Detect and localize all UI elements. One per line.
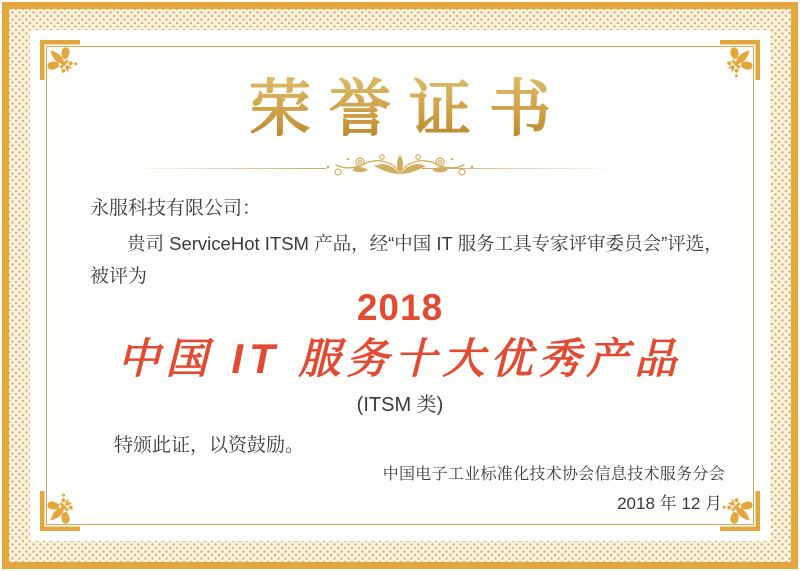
fleur-de-lis-icon — [40, 487, 84, 531]
corner-ornament-bottom-left — [40, 487, 84, 531]
award-title: 中国 IT 服务十大优秀产品 — [117, 335, 683, 382]
certificate-title: 荣誉证书 — [0, 74, 800, 145]
fleur-de-lis-icon — [716, 487, 760, 531]
award-year: 2018 — [356, 287, 444, 328]
body-text-line1: 贵司 ServiceHot ITSM 产品，经“中国 IT 服务工具专家评审委员会”评选， — [127, 233, 723, 254]
issuer-name: 中国电子工业标准化技术协会信息技术服务分会 — [382, 466, 725, 483]
body-text-line2: 被评为 — [90, 266, 148, 287]
title-divider — [0, 150, 800, 186]
recipient-name: 永服科技有限公司： — [90, 198, 262, 219]
award-category: (ITSM 类) — [356, 394, 444, 416]
issue-date: 2018 年 12 月 — [617, 494, 722, 513]
divider-line-left — [128, 168, 326, 169]
closing-remark: 特颁此证，以资鼓励。 — [114, 435, 305, 456]
divider-line-right — [422, 168, 620, 169]
corner-ornament-bottom-right — [716, 487, 760, 531]
